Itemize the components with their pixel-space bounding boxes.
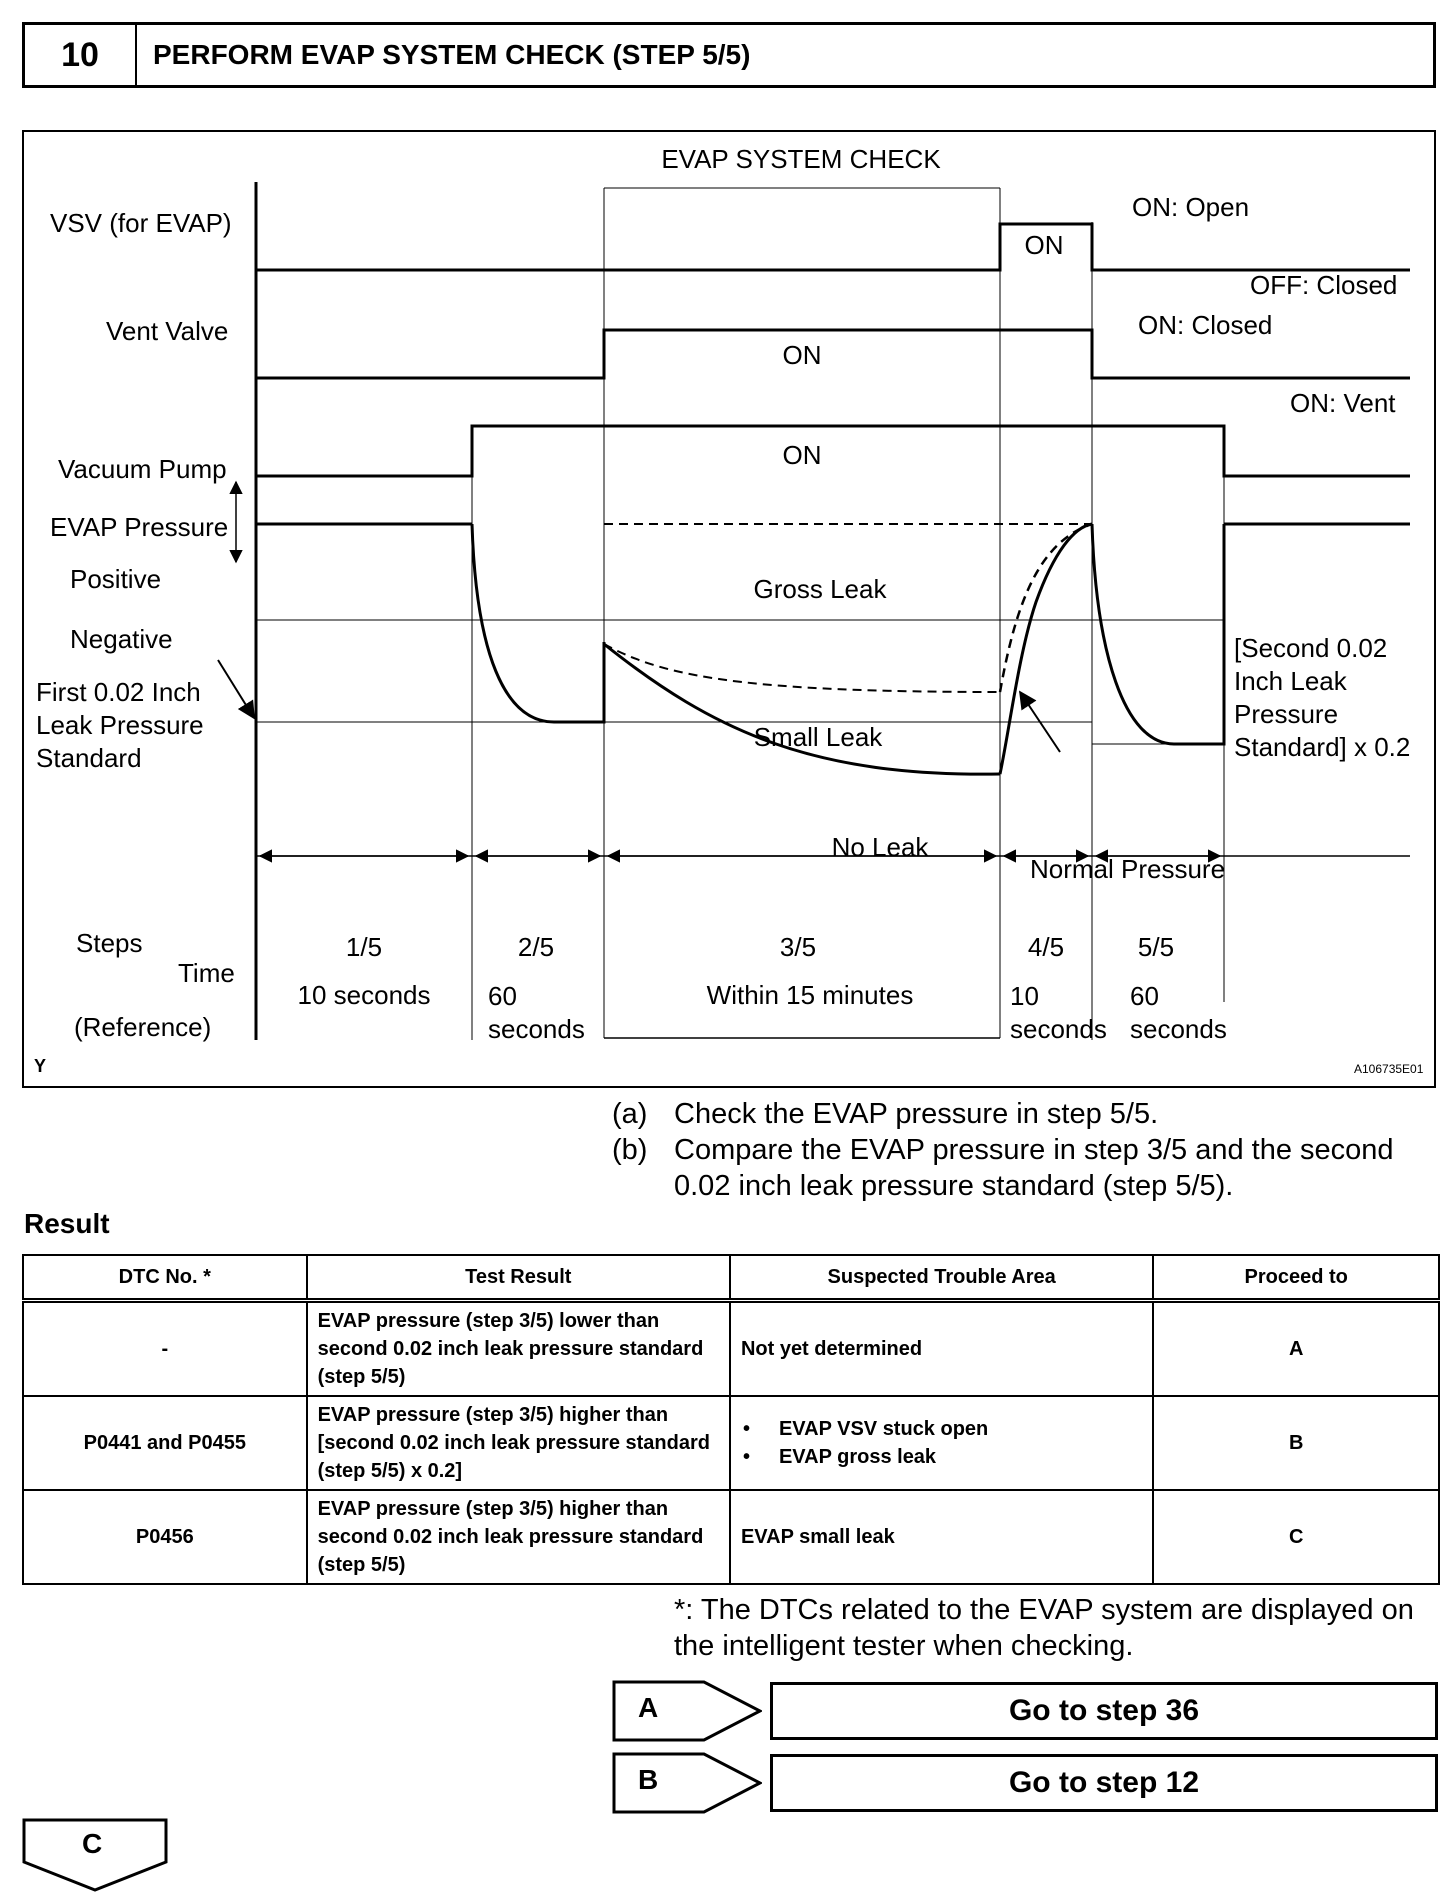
figure-id: A106735E01 xyxy=(1354,1062,1424,1076)
trouble-area-cell xyxy=(730,1396,1153,1490)
vacuum-pump-label: Vacuum Pump xyxy=(58,454,227,484)
positive-label: Positive xyxy=(70,564,162,594)
table-row xyxy=(23,1301,1439,1397)
timing-diagram-drawing xyxy=(24,132,1438,1090)
trouble-area-cell: Not yet determined xyxy=(730,1301,1153,1397)
step-3-time: Within 15 minutes xyxy=(706,980,914,1010)
proceed-cell: B xyxy=(1153,1396,1439,1490)
table-row xyxy=(23,1490,1439,1584)
pressure-drop-step5 xyxy=(1092,524,1224,744)
trouble-area-item: • EVAP VSV stuck open xyxy=(741,1415,1142,1443)
step-3-label: 3/5 xyxy=(779,932,817,962)
evap-pressure-label: EVAP Pressure xyxy=(50,512,229,542)
table-footnote: *: The DTCs related to the EVAP system are displayed on the intelligent tester when checking. xyxy=(674,1594,1414,1662)
column-header: Test Result xyxy=(307,1255,730,1301)
vent-valve-label: Vent Valve xyxy=(106,316,229,346)
step-5-time: 60 seconds xyxy=(1130,981,1227,1044)
step-title: PERFORM EVAP SYSTEM CHECK (STEP 5/5) xyxy=(153,39,751,70)
table-header-row xyxy=(23,1255,1439,1301)
pump-on-label: ON xyxy=(782,440,822,470)
dtc-cell: P0456 xyxy=(23,1490,307,1584)
table-row xyxy=(23,1396,1439,1490)
diagram-title: EVAP SYSTEM CHECK xyxy=(661,144,941,174)
proceed-cell: C xyxy=(1153,1490,1439,1584)
step-header xyxy=(22,22,1436,88)
step-number: 10 xyxy=(25,25,137,85)
proceed-letter-a: A xyxy=(638,1692,659,1723)
instruction-item xyxy=(612,1096,1442,1132)
instruction-text: Compare the EVAP pressure in step 3/5 and the second 0.02 inch leak pressure standard (step 5/5). xyxy=(674,1134,1394,1202)
first-standard-arrow xyxy=(218,660,254,718)
step-2-label: 2/5 xyxy=(517,932,555,962)
pressure-drop-step2 xyxy=(472,524,604,722)
vacuum-pump-signal xyxy=(256,426,1410,476)
negative-label: Negative xyxy=(70,624,173,654)
test-result-cell: EVAP pressure (step 3/5) higher than [second 0.02 inch leak pressure standard (step 5/5) x 0.2] xyxy=(307,1396,730,1490)
proceed-tag-b[interactable] xyxy=(612,1752,762,1814)
trouble-area-cell: EVAP small leak xyxy=(730,1490,1153,1584)
vent-on-state: ON: Closed xyxy=(1138,310,1273,340)
step-5-label: 5/5 xyxy=(1137,932,1175,962)
time-label: Time xyxy=(178,958,235,988)
result-table xyxy=(22,1254,1440,1585)
column-header: Proceed to xyxy=(1153,1255,1439,1301)
step-2-time: 60 seconds xyxy=(488,981,585,1044)
instruction-key: (a) xyxy=(612,1098,648,1130)
trouble-area-item: • EVAP gross leak xyxy=(741,1443,1142,1471)
column-header: DTC No. * xyxy=(23,1255,307,1301)
proceed-tag-a[interactable] xyxy=(612,1680,762,1742)
step-1-time: 10 seconds xyxy=(297,980,431,1010)
proceed-letter-b: B xyxy=(638,1764,659,1795)
vsv-on-state: ON: Open xyxy=(1132,192,1250,222)
instruction-item xyxy=(612,1132,1442,1204)
gross-leak-label: Gross Leak xyxy=(753,574,887,604)
steps-label: Steps xyxy=(76,928,143,958)
dtc-cell: - xyxy=(23,1301,307,1397)
vsv-label: VSV (for EVAP) xyxy=(50,208,232,238)
proceed-cell: A xyxy=(1153,1301,1439,1397)
test-result-cell: EVAP pressure (step 3/5) lower than second 0.02 inch leak pressure standard (step 5/5) xyxy=(307,1301,730,1397)
dtc-cell: P0441 and P0455 xyxy=(23,1396,307,1490)
vsv-signal xyxy=(256,224,1410,270)
result-heading: Result xyxy=(24,1208,110,1239)
instruction-text: Check the EVAP pressure in step 5/5. xyxy=(674,1098,1159,1130)
vent-off-state: ON: Vent xyxy=(1290,388,1396,418)
first-standard-label: First 0.02 Inch Leak Pressure Standard xyxy=(36,677,204,773)
instructions xyxy=(612,1096,1442,1204)
vsv-off-state: OFF: Closed xyxy=(1250,270,1398,300)
normal-pressure-label: Normal Pressure xyxy=(1030,854,1226,884)
step-1-label: 1/5 xyxy=(345,932,383,962)
step-4-label: 4/5 xyxy=(1027,932,1065,962)
normal-pressure-recovery xyxy=(1000,524,1092,774)
no-leak-label: No Leak xyxy=(831,832,929,862)
evap-timing-diagram xyxy=(22,130,1436,1088)
proceed-letter-c: C xyxy=(82,1828,103,1859)
go-to-step-36-button[interactable]: Go to step 36 xyxy=(770,1682,1438,1740)
column-header: Suspected Trouble Area xyxy=(730,1255,1153,1301)
vsv-on-label: ON xyxy=(1024,230,1064,260)
step-4-time: 10 seconds xyxy=(1010,981,1107,1044)
test-result-cell: EVAP pressure (step 3/5) higher than second 0.02 inch leak pressure standard (step 5/5) xyxy=(307,1490,730,1584)
small-leak-curve xyxy=(604,644,1000,692)
reference-label: (Reference) xyxy=(74,1012,212,1042)
instruction-key: (b) xyxy=(612,1134,648,1166)
corner-mark: Y xyxy=(34,1056,47,1076)
trouble-area-list xyxy=(741,1415,1142,1471)
vent-on-label: ON xyxy=(782,340,822,370)
second-standard-label: [Second 0.02 Inch Leak Pressure Standard] x 0.2 xyxy=(1234,633,1411,762)
go-to-step-12-button[interactable]: Go to step 12 xyxy=(770,1754,1438,1812)
no-leak-curve xyxy=(604,644,1000,774)
small-leak-recovery xyxy=(1000,524,1092,692)
small-leak-label: Small Leak xyxy=(753,722,883,752)
